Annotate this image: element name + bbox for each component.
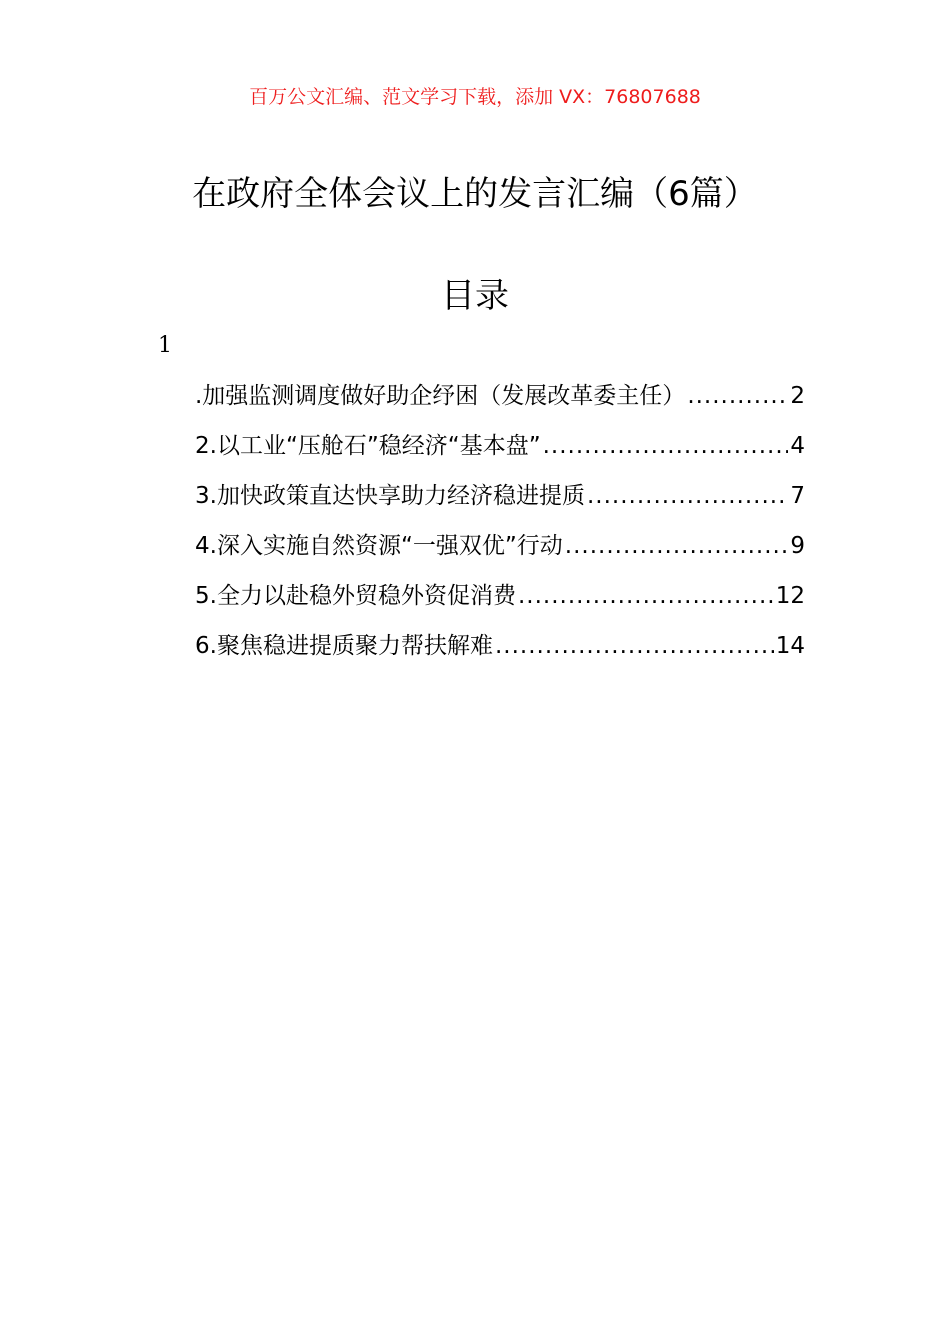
toc-entry-4[interactable] (195, 526, 805, 576)
toc-dot-leader (543, 426, 789, 466)
toc-dot-leader (518, 576, 774, 616)
toc-entry-6[interactable] (195, 626, 805, 676)
toc-page-number: 2 (790, 383, 805, 409)
toc-entry-text: 3.加快政策直达快享助力经济稳进提质 (195, 483, 585, 509)
toc-entry-text: 6.聚焦稳进提质聚力帮扶解难 (195, 633, 493, 659)
toc-entry-2[interactable] (195, 426, 805, 476)
toc-dot-leader (687, 376, 788, 416)
table-of-contents (195, 376, 805, 676)
stray-number: 1 (158, 333, 172, 358)
toc-dot-leader (587, 476, 788, 516)
toc-page-number: 14 (775, 633, 805, 659)
toc-entry-1[interactable] (195, 376, 805, 426)
header-note: 百万公文汇编、范文学习下载，添加 VX：76807688 (249, 86, 701, 108)
toc-page-number: 9 (790, 533, 805, 559)
toc-entry-3[interactable] (195, 476, 805, 526)
toc-entry-text: .加强监测调度做好助企纾困（发展改革委主任） (195, 383, 686, 409)
toc-dot-leader (495, 626, 774, 666)
toc-page-number: 7 (790, 483, 805, 509)
toc-entry-5[interactable] (195, 576, 805, 626)
toc-page-number: 12 (775, 583, 805, 609)
toc-heading: 目录 (441, 276, 509, 316)
toc-entry-text: 5.全力以赴稳外贸稳外资促消费 (195, 583, 516, 609)
toc-entry-text: 4.深入实施自然资源“一强双优”行动 (195, 533, 563, 559)
toc-entry-text: 2.以工业“压舱石”稳经济“基本盘” (195, 433, 541, 459)
toc-page-number: 4 (790, 433, 805, 459)
document-title: 在政府全体会议上的发言汇编（6篇） (192, 174, 758, 214)
toc-dot-leader (565, 526, 789, 566)
